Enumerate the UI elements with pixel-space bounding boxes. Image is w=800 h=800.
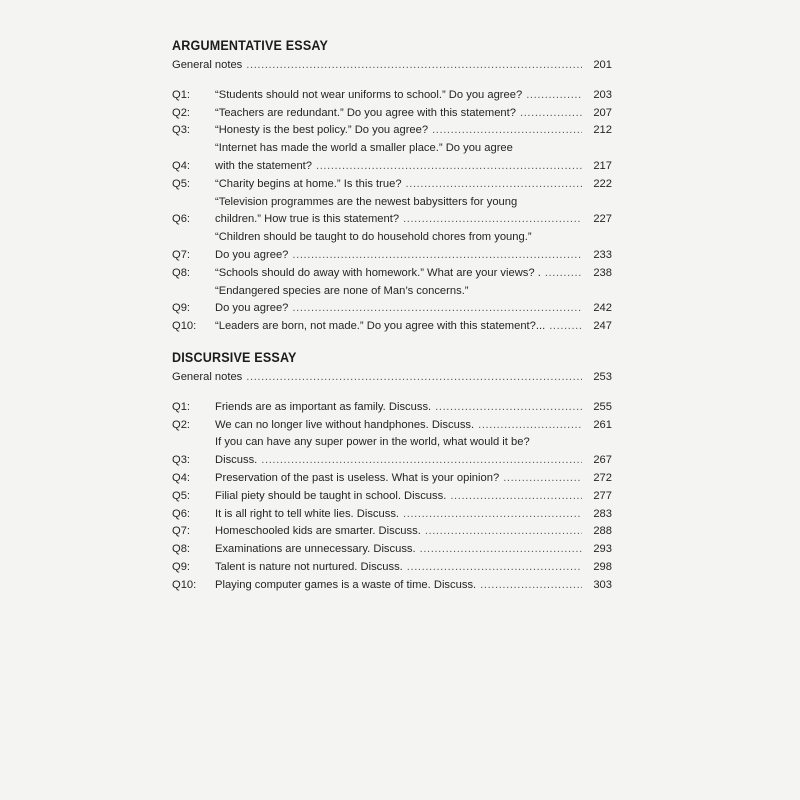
question-number: Q1: xyxy=(172,400,191,413)
dot-leader xyxy=(292,247,582,265)
question-number: Q5: xyxy=(172,177,191,190)
entry-body xyxy=(172,57,612,75)
dot-leader xyxy=(450,488,582,506)
entry-body xyxy=(215,176,612,194)
entry-body xyxy=(215,399,612,417)
entry-body xyxy=(215,488,612,506)
entry-line xyxy=(215,506,612,524)
question-entry xyxy=(172,470,612,488)
question-entry xyxy=(172,265,612,283)
entry-line xyxy=(215,559,612,577)
question-text: with the statement? xyxy=(215,159,313,172)
question-text: Do you agree? xyxy=(215,248,289,261)
question-text: “Endangered species are none of Man’s concerns.” xyxy=(215,284,469,297)
entry-body xyxy=(215,87,612,105)
dot-leader xyxy=(545,265,582,283)
page-number: 222 xyxy=(593,177,612,190)
entry-line xyxy=(215,452,612,470)
question-text: “Leaders are born, not made.” Do you agree with this statement?... xyxy=(215,320,546,333)
question-entry xyxy=(172,523,612,541)
question-text: Playing computer games is a waste of time. Discuss. xyxy=(215,578,477,591)
dot-leader xyxy=(407,559,582,577)
entry-line xyxy=(215,229,612,247)
entry-body xyxy=(215,559,612,577)
question-number: Q10: xyxy=(172,320,197,333)
page-number: 298 xyxy=(593,560,612,573)
question-number: Q6: xyxy=(172,213,191,226)
entry-body xyxy=(215,523,612,541)
entry-line xyxy=(215,140,612,158)
dot-leader xyxy=(292,300,582,318)
question-number: Q1: xyxy=(172,88,191,101)
page-number: 207 xyxy=(593,106,612,119)
question-text: “Television programmes are the newest babysitters for young xyxy=(215,195,518,208)
question-entry xyxy=(172,434,612,470)
page-number: 212 xyxy=(593,124,612,137)
dot-leader xyxy=(406,176,582,194)
question-text: “Honesty is the best policy.” Do you agree? xyxy=(215,124,429,137)
entry-line xyxy=(172,369,612,387)
question-number: Q3: xyxy=(172,124,191,137)
entry-list xyxy=(172,57,612,336)
dot-leader xyxy=(246,369,582,387)
question-entry xyxy=(172,122,612,140)
entry-body xyxy=(215,541,612,559)
page-number: 277 xyxy=(593,489,612,502)
question-number: Q2: xyxy=(172,418,191,431)
page-number: 267 xyxy=(593,454,612,467)
question-number: Q7: xyxy=(172,248,191,261)
question-number: Q4: xyxy=(172,159,191,172)
question-text: Preservation of the past is useless. What is your opinion? xyxy=(215,471,500,484)
page-number: 283 xyxy=(593,507,612,520)
page-number: 217 xyxy=(593,159,612,172)
question-text: children.” How true is this statement? xyxy=(215,213,400,226)
entry-line xyxy=(215,577,612,595)
entry-body xyxy=(215,506,612,524)
question-number: Q9: xyxy=(172,302,191,315)
question-entry xyxy=(172,229,612,265)
question-entry xyxy=(172,105,612,123)
entry-body xyxy=(215,194,612,230)
question-text: Examinations are unnecessary. Discuss. xyxy=(215,543,416,556)
entry-line xyxy=(215,523,612,541)
page-number: 303 xyxy=(593,578,612,591)
question-text: If you can have any super power in the world, what would it be? xyxy=(215,436,530,449)
entry-line xyxy=(215,434,612,452)
dot-leader xyxy=(432,122,582,140)
entry-line xyxy=(215,488,612,506)
entry-body xyxy=(172,369,612,387)
dot-leader xyxy=(246,57,582,75)
question-entry xyxy=(172,488,612,506)
dot-leader xyxy=(316,158,582,176)
question-entry xyxy=(172,506,612,524)
entry-line xyxy=(215,300,612,318)
question-text: Friends are as important as family. Discuss. xyxy=(215,400,432,413)
question-text: We can no longer live without handphones. Discuss. xyxy=(215,418,475,431)
general-notes-entry xyxy=(172,57,612,75)
dot-leader xyxy=(503,470,582,488)
entry-line xyxy=(215,87,612,105)
question-text: Do you agree? xyxy=(215,302,289,315)
page-number: 233 xyxy=(593,248,612,261)
question-number: Q8: xyxy=(172,543,191,556)
question-text: “Children should be taught to do household chores from young.” xyxy=(215,231,532,244)
question-number: Q5: xyxy=(172,489,191,502)
question-text: Discuss. xyxy=(215,454,258,467)
entry-body xyxy=(215,318,612,336)
entry-line xyxy=(215,283,612,301)
question-entry xyxy=(172,541,612,559)
entry-body xyxy=(215,417,612,435)
page-number: 255 xyxy=(593,400,612,413)
entry-line xyxy=(172,57,612,75)
question-text: Talent is nature not nurtured. Discuss. xyxy=(215,560,403,573)
question-entry xyxy=(172,577,612,595)
entry-line xyxy=(215,541,612,559)
section-heading: ARGUMENTATIVE ESSAY xyxy=(172,38,329,53)
entry-line xyxy=(215,247,612,265)
dot-leader xyxy=(403,211,582,229)
entry-body xyxy=(215,140,612,176)
question-entry xyxy=(172,417,612,435)
page-number: 242 xyxy=(593,302,612,315)
page-number: 201 xyxy=(593,59,612,71)
page-number: 247 xyxy=(593,320,612,333)
question-entry xyxy=(172,194,612,230)
entry-list xyxy=(172,369,612,595)
question-entry xyxy=(172,140,612,176)
question-text: Homeschooled kids are smarter. Discuss. xyxy=(215,525,421,538)
argumentative-section xyxy=(172,37,612,336)
page-number: 293 xyxy=(593,543,612,556)
dot-leader xyxy=(261,452,582,470)
question-number: Q4: xyxy=(172,471,191,484)
page-number: 238 xyxy=(593,266,612,279)
question-text: “Charity begins at home.” Is this true? xyxy=(215,177,402,190)
page-number: 261 xyxy=(593,418,612,431)
discursive-section xyxy=(172,349,612,595)
entry-line xyxy=(215,470,612,488)
dot-leader xyxy=(435,399,582,417)
question-text: “Schools should do away with homework.” What are your views? . xyxy=(215,266,541,279)
entry-line xyxy=(215,399,612,417)
entry-title: General notes xyxy=(172,59,243,71)
question-text: “Teachers are redundant.” Do you agree with this statement? xyxy=(215,106,516,119)
dot-leader xyxy=(549,318,582,336)
question-number: Q9: xyxy=(172,560,191,573)
page-number: 203 xyxy=(593,88,612,101)
entry-line xyxy=(215,176,612,194)
question-number: Q3: xyxy=(172,454,191,467)
question-entry xyxy=(172,318,612,336)
entry-body xyxy=(215,229,612,265)
entry-line xyxy=(215,417,612,435)
entry-body xyxy=(215,265,612,283)
question-text: Filial piety should be taught in school. Discuss. xyxy=(215,489,447,502)
question-text: “Internet has made the world a smaller place.” Do you agree xyxy=(215,142,513,155)
general-notes-entry xyxy=(172,369,612,387)
dot-leader xyxy=(478,417,582,435)
entry-body xyxy=(215,105,612,123)
section-heading: DISCURSIVE ESSAY xyxy=(172,350,297,365)
question-text: It is all right to tell white lies. Discuss. xyxy=(215,507,400,520)
question-number: Q6: xyxy=(172,507,191,520)
question-entry xyxy=(172,399,612,417)
page-number: 253 xyxy=(593,371,612,383)
dot-leader xyxy=(520,105,582,123)
dot-leader xyxy=(480,577,582,595)
question-entry xyxy=(172,559,612,577)
entry-line xyxy=(215,158,612,176)
question-number: Q10: xyxy=(172,578,197,591)
entry-line xyxy=(215,105,612,123)
question-entry xyxy=(172,283,612,319)
entry-body xyxy=(215,122,612,140)
entry-body xyxy=(215,577,612,595)
question-entry xyxy=(172,87,612,105)
question-text: “Students should not wear uniforms to school.” Do you agree? xyxy=(215,88,523,101)
entry-body xyxy=(215,283,612,319)
entry-body xyxy=(215,470,612,488)
page-number: 227 xyxy=(593,213,612,226)
page-number: 288 xyxy=(593,525,612,538)
question-number: Q7: xyxy=(172,525,191,538)
entry-line xyxy=(215,194,612,212)
page-number: 272 xyxy=(593,471,612,484)
dot-leader xyxy=(425,523,582,541)
dot-leader xyxy=(526,87,582,105)
entry-line xyxy=(215,265,612,283)
entry-body xyxy=(215,434,612,470)
question-number: Q8: xyxy=(172,266,191,279)
entry-line xyxy=(215,318,612,336)
entry-line xyxy=(215,211,612,229)
entry-line xyxy=(215,122,612,140)
dot-leader xyxy=(420,541,582,559)
entry-title: General notes xyxy=(172,371,243,383)
question-number: Q2: xyxy=(172,106,191,119)
question-entry xyxy=(172,176,612,194)
dot-leader xyxy=(403,506,582,524)
